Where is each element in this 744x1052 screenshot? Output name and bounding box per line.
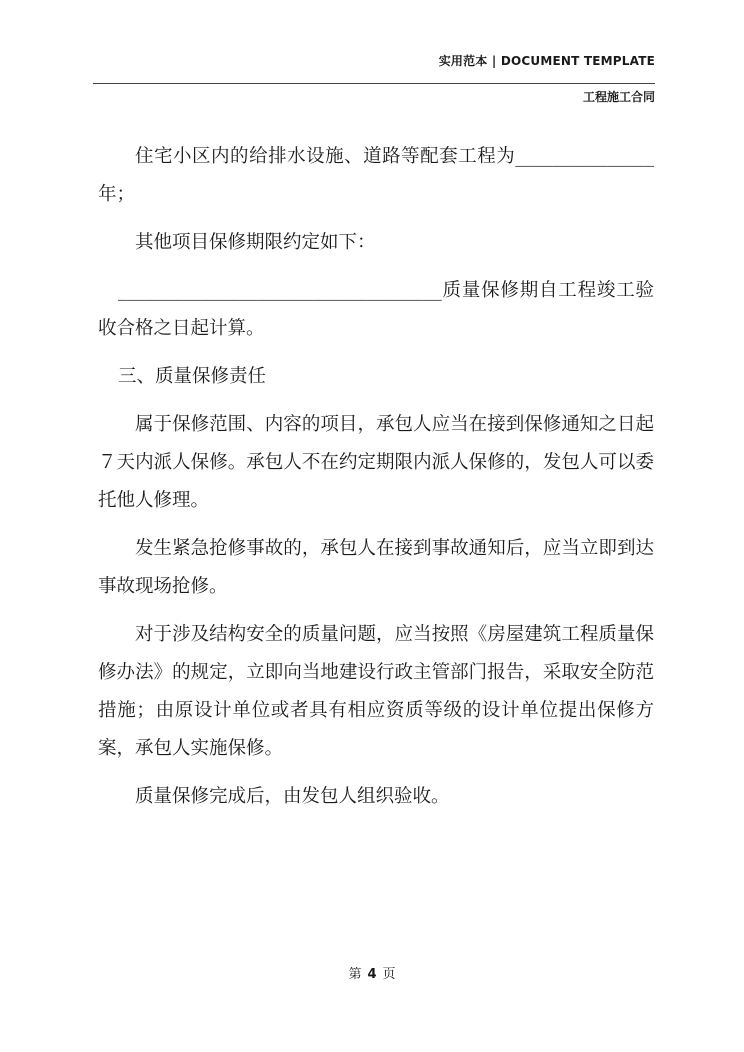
paragraph-7: 对于涉及结构安全的质量问题，应当按照《房屋建筑工程质量保修办法》的规定，立即向当地建设行政主管部门报告，采取安全防范措施；由原设计单位或者具有相应资质等级的设计单位提出保修方案，承包人实施保修。	[98, 624, 654, 759]
paragraph-2: 其他项目保修期限约定如下：	[135, 232, 376, 253]
header-title: 实用范本 | DOCUMENT TEMPLATE	[438, 54, 655, 68]
page-number: 4	[367, 967, 377, 982]
paragraph-3: ___________________________________质量保修期自工程竣工验收合格之日起计算。	[98, 280, 654, 339]
paragraph-5: 属于保修范围、内容的项目，承包人应当在接到保修通知之日起７天内派人保修。承包人不在约定期限内派人保修的，发包人可以委托他人修理。	[98, 414, 654, 511]
paragraph-1: 住宅小区内的给排水设施、道路等配套工程为_______________年；	[98, 146, 654, 205]
footer-prefix: 第	[348, 967, 362, 982]
header-divider	[93, 83, 655, 84]
footer-suffix: 页	[382, 967, 396, 982]
paragraph-8: 质量保修完成后，由发包人组织验收。	[135, 786, 450, 807]
header-subtitle: 工程施工合同	[582, 90, 655, 104]
page-header	[93, 52, 655, 104]
paragraph-6: 发生紧急抢修事故的，承包人在接到事故通知后，应当立即到达事故现场抢修。	[98, 538, 654, 597]
section-heading: 三、质量保修责任	[118, 366, 267, 387]
document-body	[98, 138, 654, 826]
page-footer	[0, 963, 744, 982]
